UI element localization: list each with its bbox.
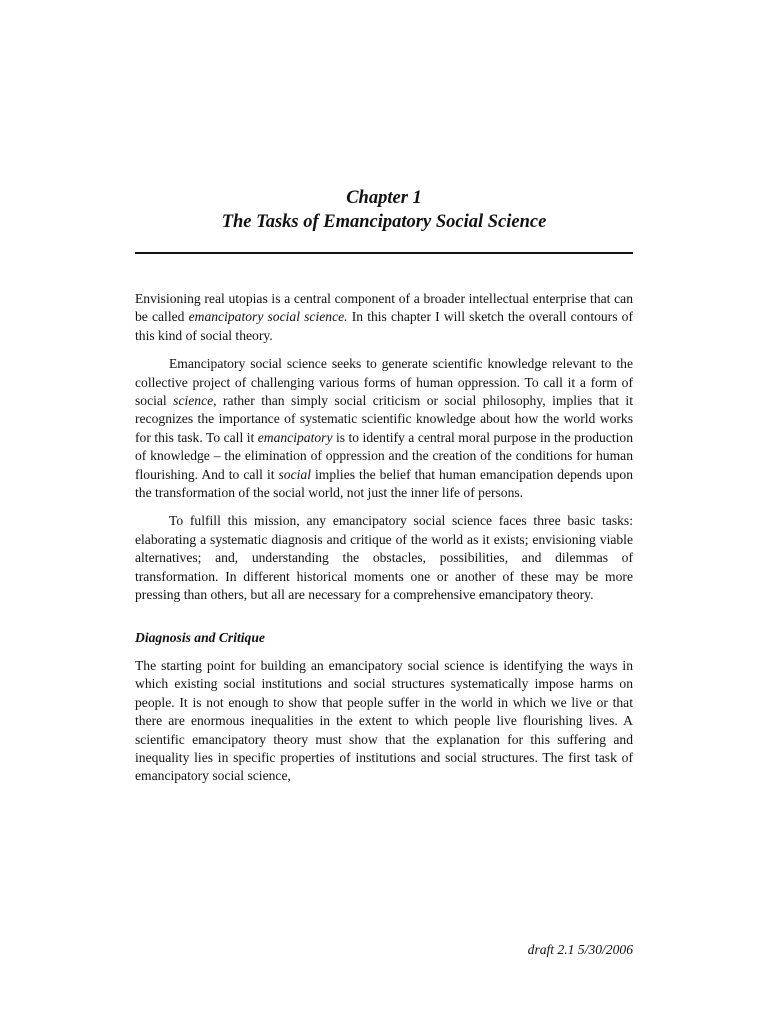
title-rule	[135, 252, 633, 254]
emphasis-science: science	[173, 393, 214, 409]
paragraph-tasks: To fulfill this mission, any emancipatory social science faces three basic tasks: elaborating a systematic diagnosis and critique of the world as it exists; envisioning viable alternatives; and, understanding the obstacles, possibilities, and dilemmas of transformation. In different historical moments one or another of these may be more pressing than others, but all are necessary for a comprehensive emancipatory theory.	[135, 513, 633, 603]
paragraph-definition: Emancipatory social science seeks to generate scientific knowledge relevant to the collective project of challenging various forms of human oppression. To call it a form of social science, rather than simply social criticism or social philosophy, implies that it recognizes the importance of systematic scientific knowledge about how the world works for this task. To call it emancipatory is to identify a central moral purpose in the production of knowledge – the elimination of oppression and the creation of the conditions for human flourishing. And to call it social implies the belief that human emancipation depends upon the transformation of the social world, not just the inner life of persons.	[135, 356, 633, 501]
chapter-heading	[135, 186, 633, 234]
emphasis-emancipatory: emancipatory	[257, 429, 333, 445]
draft-footer: draft 2.1 5/30/2006	[527, 942, 633, 957]
chapter-number: Chapter 1	[346, 188, 422, 208]
emphasis-social: social	[278, 466, 311, 482]
body-text	[135, 290, 633, 796]
paragraph-intro: Envisioning real utopias is a central component of a broader intellectual enterprise that can be called emancipatory social science. In this chapter I will sketch the overall contours of this kind of social theory.	[135, 291, 633, 343]
chapter-title: The Tasks of Emancipatory Social Science	[221, 212, 547, 232]
paragraph-diagnosis: The starting point for building an emancipatory social science is identifying the ways in which existing social institutions and social structures systematically impose harms on people. It is not enough to show that people suffer in the world in which we live or that there are enormous inequalities in the extent to which people live flourishing lives. A scientific emancipatory theory must show that the explanation for this suffering and inequality lies in specific properties of institutions and social structures. The first task of emancipatory social science,	[135, 657, 633, 784]
emphasis-emancipatory-social-science: emancipatory social science.	[188, 309, 348, 325]
section-heading: Diagnosis and Critique	[135, 629, 265, 645]
